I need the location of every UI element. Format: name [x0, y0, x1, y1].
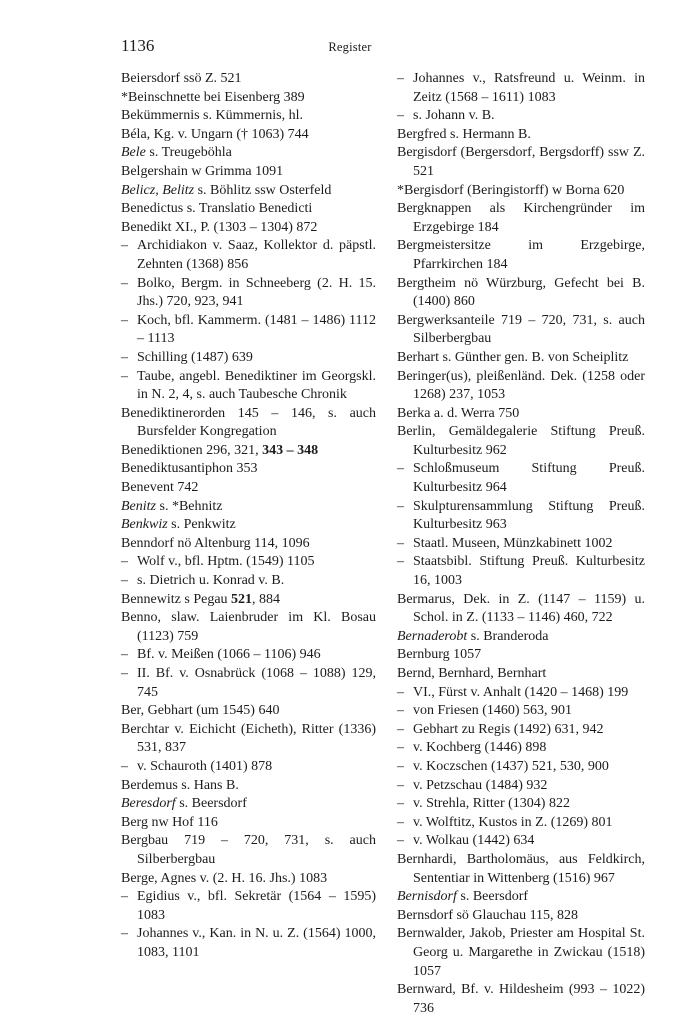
index-entry: Bergmeistersitze im Erzgebirge, Pfarrkirchen 184	[397, 238, 645, 272]
index-entry: Bermarus, Dek. in Z. (1147 – 1159) u. Schol. in Z. (1133 – 1146) 460, 722	[397, 591, 645, 626]
index-entry: Benno, slaw. Laienbruder im Kl. Bosau (1123) 759	[121, 610, 376, 644]
index-subentry: – v. Wolftitz, Kustos in Z. (1269) 801	[397, 814, 645, 833]
index-entry: Bergwerksanteile 719 – 720, 731, s. auch Silberbergbau	[397, 312, 645, 347]
index-entry: *Beinschnette bei Eisenberg 389	[121, 89, 305, 105]
page-number: 1136	[121, 36, 155, 55]
index-entry: Benediktusantiphon 353	[121, 461, 258, 477]
index-subentry: – Egidius v., bfl. Sekretär (1564 – 1595) 1083	[121, 888, 376, 925]
index-entry: Bernward, Bf. v. Hildesheim (993 – 1022) 736	[397, 982, 645, 1016]
index-entry: Berchtar v. Eichicht (Eicheth), Ritter (1336) 531, 837	[121, 721, 376, 756]
index-entry: Bergtheim nö Würzburg, Gefecht bei B. (1400) 860	[397, 275, 645, 310]
index-entry: Bekümmernis s. Kümmernis, hl.	[121, 108, 303, 124]
index-entry: Beiersdorf ssö Z. 521	[121, 71, 242, 86]
index-subentry: – Schilling (1487) 639	[121, 349, 376, 368]
index-entry: Bernburg 1057	[397, 647, 482, 663]
index-entry: Ber, Gebhart (um 1545) 640	[121, 703, 280, 719]
index-subentry: – Bolko, Bergm. in Schneeberg (2. H. 15. Jhs.) 720, 923, 941	[121, 275, 376, 312]
index-entry: Bernwalder, Jakob, Priester am Hospital St. Georg u. Margarethe in Zwickau (1518) 1057	[397, 926, 645, 979]
index-entry: Bernhardi, Bartholomäus, aus Feldkirch, Sententiar in Wittenberg (1516) 967	[397, 851, 645, 886]
index-subentry: – Johannes v., Kan. in N. u. Z. (1564) 1000, 1083, 1101	[121, 925, 376, 962]
index-subentry: – Johannes v., Ratsfreund u. Weinm. in Zeitz (1568 – 1611) 1083	[397, 70, 645, 107]
index-subentry: – Staatsbibl. Stiftung Preuß. Kulturbesitz 16, 1003	[397, 553, 645, 590]
index-subentry: – II. Bf. v. Osnabrück (1068 – 1088) 129, 745	[121, 665, 376, 702]
index-subentry: – Schloßmuseum Stiftung Preuß. Kulturbesitz 964	[397, 460, 645, 497]
index-entry: Benediktinerorden 145 – 146, s. auch Bursfelder Kongregation	[121, 405, 376, 440]
running-head: Register	[328, 40, 372, 54]
index-entry: Bernd, Bernhard, Bernhart	[397, 666, 547, 681]
index-entry: Berge, Agnes v. (2. H. 16. Jhs.) 1083	[121, 870, 328, 886]
index-subentry: – v. Schauroth (1401) 878	[121, 758, 376, 777]
index-subentry: – Staatl. Museen, Münzkabinett 1002	[397, 535, 645, 554]
index-subentry: – Bf. v. Meißen (1066 – 1106) 946	[121, 646, 376, 665]
index-subentry: – s. Johann v. B.	[397, 107, 645, 126]
index-entry: Berdemus s. Hans B.	[121, 777, 239, 793]
index-entry: Berhart s. Günther gen. B. von Scheiplitz	[397, 349, 629, 365]
index-entry: Bele s. Treugeböhla	[121, 145, 232, 161]
index-entry: Benevent 742	[121, 480, 199, 496]
index-subentry: – von Friesen (1460) 563, 901	[397, 702, 645, 721]
index-entry: Béla, Kg. v. Ungarn († 1063) 744	[121, 126, 309, 142]
index-subentry: – s. Dietrich u. Konrad v. B.	[121, 572, 376, 591]
index-entry: Beresdorf s. Beersdorf	[121, 796, 247, 812]
index-entry: Berka a. d. Werra 750	[397, 405, 520, 421]
index-subentry: – Archidiakon v. Saaz, Kollektor d. päpstl. Zehnten (1368) 856	[121, 237, 376, 274]
index-entry: Benndorf nö Altenburg 114, 1096	[121, 535, 310, 551]
index-subentry: – Koch, bfl. Kammerm. (1481 – 1486) 1112 – 1113	[121, 312, 376, 349]
index-entry: Belgershain w Grimma 1091	[121, 163, 284, 179]
index-entry: Bergbau 719 – 720, 731, s. auch Silberbergbau	[121, 833, 376, 867]
index-entry: Berg nw Hof 116	[121, 814, 218, 830]
index-subentry: – Gebhart zu Regis (1492) 631, 942	[397, 721, 645, 740]
index-entry: Bernsdorf sö Glauchau 115, 828	[397, 907, 579, 923]
index-subentry: – v. Petzschau (1484) 932	[397, 777, 645, 796]
index-subentry: – v. Wolkau (1442) 634	[397, 832, 645, 851]
index-entry: Benediktionen 296, 321, 343 – 348	[121, 442, 319, 458]
index-subentry: – v. Koczschen (1437) 521, 530, 900	[397, 758, 645, 777]
index-subentry: – v. Kochberg (1446) 898	[397, 739, 645, 758]
index-subentry: – VI., Fürst v. Anhalt (1420 – 1468) 199	[397, 684, 645, 703]
index-subentry: – Taube, angebl. Benediktiner im Georgskl. in N. 2, 4, s. auch Taubesche Chronik	[121, 368, 376, 405]
index-entry: Belicz, Belitz s. Böhlitz ssw Osterfeld	[121, 182, 332, 198]
index-column-right	[397, 70, 645, 1018]
index-entry: Bergknappen als Kirchengründer im Erzgebirge 184	[397, 201, 645, 235]
index-entry: Bernisdorf s. Beersdorf	[397, 889, 529, 905]
index-entry: Bennewitz s Pegau 521, 884	[121, 591, 281, 607]
index-entry: Bergfred s. Hermann B.	[397, 126, 531, 142]
index-entry: *Bergisdorf (Beringistorff) w Borna 620	[397, 182, 625, 198]
index-entry: Benkwiz s. Penkwitz	[121, 517, 236, 533]
index-entry: Benedikt XI., P. (1303 – 1304) 872	[121, 219, 318, 235]
index-column-left	[121, 70, 376, 963]
index-entry: Benitz s. *Behnitz	[121, 498, 223, 514]
index-subentry: – Wolf v., bfl. Hptm. (1549) 1105	[121, 553, 376, 572]
index-subentry: – Skulpturensammlung Stiftung Preuß. Kulturbesitz 963	[397, 498, 645, 535]
index-entry: Bergisdorf (Bergersdorf, Bergsdorff) ssw Z. 521	[397, 145, 645, 179]
index-entry: Benedictus s. Translatio Benedicti	[121, 201, 313, 217]
index-entry: Beringer(us), pleißenländ. Dek. (1258 oder 1268) 237, 1053	[397, 368, 645, 403]
index-entry: Berlin, Gemäldegalerie Stiftung Preuß. Kulturbesitz 962	[397, 424, 645, 458]
index-entry: Bernaderobt s. Branderoda	[397, 628, 549, 644]
index-subentry: – v. Strehla, Ritter (1304) 822	[397, 795, 645, 814]
